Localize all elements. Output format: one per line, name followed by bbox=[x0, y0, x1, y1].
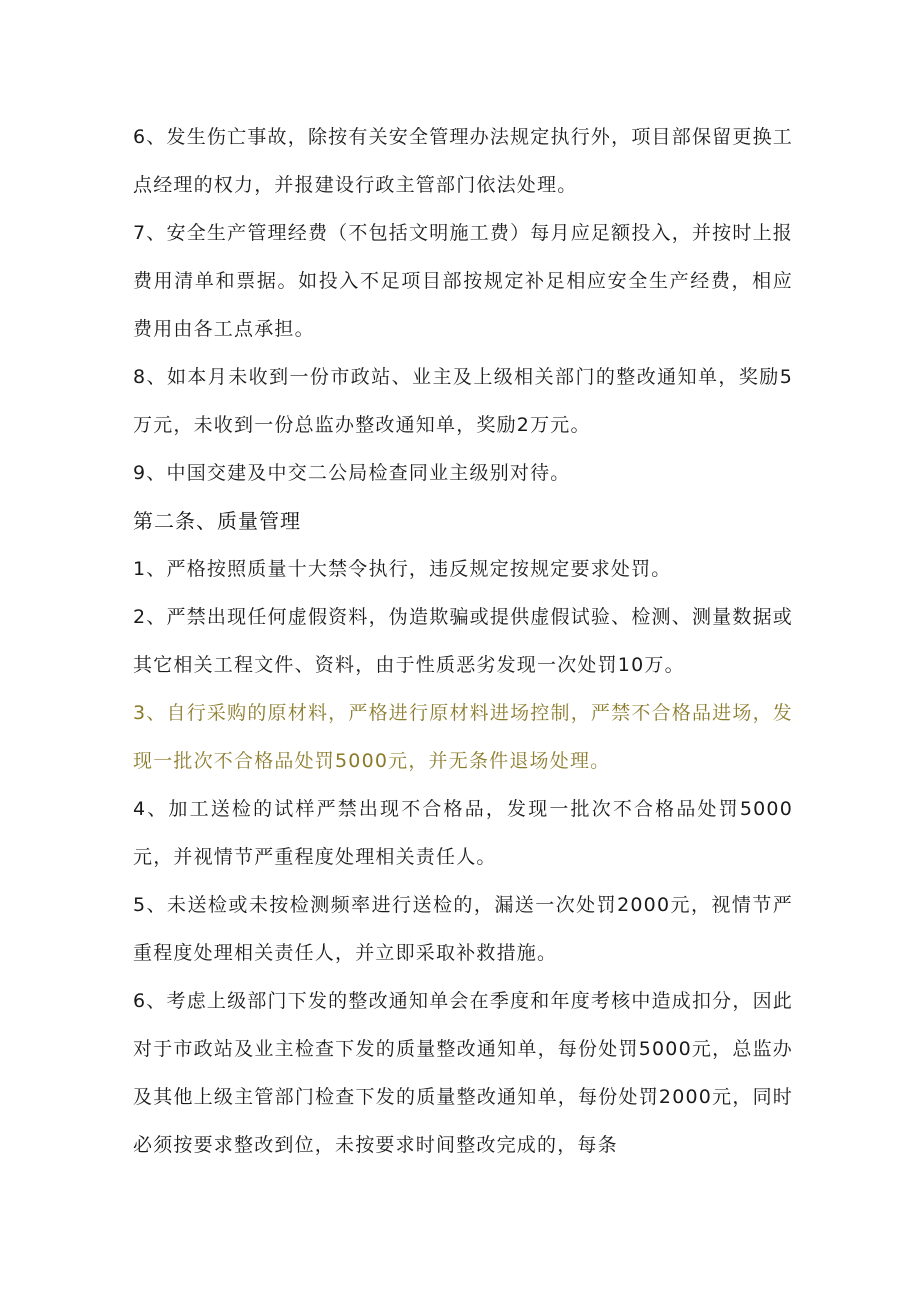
paragraph-safety-6: 6、发生伤亡事故，除按有关安全管理办法规定执行外，项目部保留更换工点经理的权力，并报建设行政主管部门依法处理。 bbox=[133, 126, 793, 196]
document-body bbox=[133, 113, 793, 1169]
paragraph-quality-2: 2、严禁出现任何虚假资料，伪造欺骗或提供虚假试验、检测、测量数据或其它相关工程文件、资料，由于性质恶劣发现一次处罚10万。 bbox=[133, 606, 793, 676]
paragraph-quality-4: 4、加工送检的试样严禁出现不合格品，发现一批次不合格品处罚5000元，并视情节严重程度处理相关责任人。 bbox=[133, 798, 793, 868]
paragraph-quality-6: 6、考虑上级部门下发的整改通知单会在季度和年度考核中造成扣分，因此对于市政站及业主检查下发的质量整改通知单，每份处罚5000元，总监办及其他上级主管部门检查下发的质量整改通知单，每份处罚2000元，同时必须按要求整改到位，未按要求时间整改完成的，每条 bbox=[133, 990, 793, 1156]
paragraph-safety-7: 7、安全生产管理经费（不包括文明施工费）每月应足额投入，并按时上报费用清单和票据。如投入不足项目部按规定补足相应安全生产经费，相应费用由各工点承担。 bbox=[133, 222, 793, 340]
paragraph-safety-9: 9、中国交建及中交二公局检查同业主级别对待。 bbox=[133, 462, 571, 484]
paragraph-quality-1: 1、严格按照质量十大禁令执行，违反规定按规定要求处罚。 bbox=[133, 558, 672, 580]
paragraph-safety-8: 8、如本月未收到一份市政站、业主及上级相关部门的整改通知单，奖励5万元，未收到一份总监办整改通知单，奖励2万元。 bbox=[133, 366, 793, 436]
paragraph-quality-3: 3、自行采购的原材料，严格进行原材料进场控制，严禁不合格品进场，发现一批次不合格品处罚5000元，并无条件退场处理。 bbox=[133, 702, 793, 772]
section-heading-quality: 第二条、质量管理 bbox=[133, 509, 301, 533]
paragraph-quality-5: 5、未送检或未按检测频率进行送检的，漏送一次处罚2000元，视情节严重程度处理相关责任人，并立即采取补救措施。 bbox=[133, 894, 793, 964]
